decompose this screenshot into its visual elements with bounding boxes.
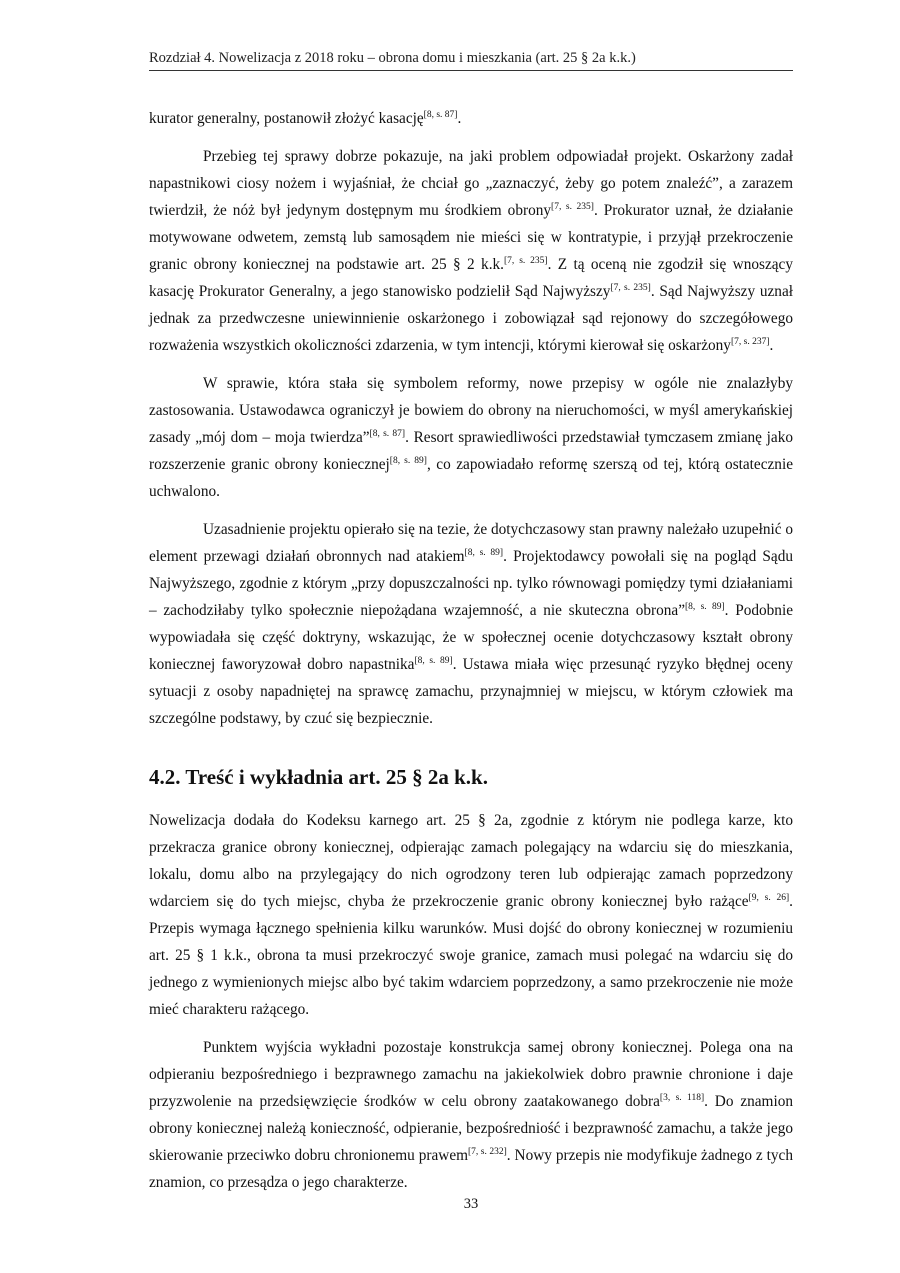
paragraphs-before-section xyxy=(149,105,793,732)
paragraph-text: . Resort sprawiedliwości przedstawiał tymczasem zmianę jako rozszerzenie granic obrony koniecznej xyxy=(149,429,793,473)
paragraph-text: . Sąd Najwyższy uznał jednak za przedwczesne uniewinnienie oskarżonego i zobowiązał sąd rejonowy do szczegółowego rozważenia wszystkich okoliczności zdarzenia, w tym intencji, którymi kierował się oskarżony xyxy=(149,283,793,354)
paragraph-text: . Projektodawcy powołali się na pogląd Sądu Najwyższego, zgodnie z którym „przy dopuszczalności np. tylko równowagi pomiędzy tymi działaniami – zachodziłaby tylko społecznie niepożądana wzajemność, a nie skuteczna obrona” xyxy=(149,548,794,619)
page-number: 33 xyxy=(463,1196,479,1212)
citation-reference: [8, s. 89] xyxy=(414,656,453,666)
citation-reference: [7, s. 235] xyxy=(504,256,548,266)
citation-reference: [8, s. 89] xyxy=(464,548,504,558)
paragraph-text: . Z tą oceną nie zgodził się wnoszący kasację Prokurator Generalny, a jego stanowisko podzielił Sąd Najwyższy xyxy=(149,256,793,300)
paragraph xyxy=(149,105,793,132)
paragraph xyxy=(149,516,793,732)
citation-reference: [3, s. 118] xyxy=(659,1093,705,1103)
paragraph-text: Nowelizacja dodała do Kodeksu karnego art. 25 § 2a, zgodnie z którym nie podlega karze, kto przekracza granice obrony koniecznej, odpierając zamach polegający na wdarciu się do mieszkania, lokalu, domu albo na przylegający do nich ogrodzony teren lub odpierając zamach poprzedzony wdarciem się do tych miejsc, chyba że przekroczenie granic obrony koniecznej było rażące xyxy=(149,812,793,910)
paragraph-text: . xyxy=(769,337,774,354)
paragraph-text: . Prokurator uznał, że działanie motywowane odwetem, zemstą lub samosądem nie mieści się w kontratypie, i przyjął przekroczenie granic obrony koniecznej na podstawie art. 25 § 2 k.k. xyxy=(149,202,794,273)
citation-reference: [8, s. 89] xyxy=(685,602,725,612)
paragraph-text: . Do znamion obrony koniecznej należą konieczność, odpieranie, bezpośredniość i bezprawność zamachu, a także jego skierowanie przeciwko dobru chronionemu prawem xyxy=(149,1093,794,1164)
paragraph-text: , co zapowiadało reformę szerszą od tej, którą ostatecznie uchwalono. xyxy=(149,456,793,500)
paragraph-text: . Ustawa miała więc przesunąć ryzyko błędnej oceny sytuacji z osoby napadniętej na sprawcę zamachu, przynajmniej w miejscu, w którym człowiek ma szczególne podstawy, by czuć się bezpiecznie. xyxy=(149,656,793,727)
paragraph xyxy=(149,807,793,1023)
citation-reference: [7, s. 232] xyxy=(468,1147,507,1157)
section-heading: 4.2. Treść i wykładnia art. 25 § 2a k.k. xyxy=(149,765,488,789)
citation-reference: [8, s. 87] xyxy=(423,110,458,120)
paragraph-text: Uzasadnienie projektu opierało się na tezie, że dotychczasowy stan prawny należało uzupełnić o element przewagi działań obronnych nad atakiem xyxy=(149,521,793,565)
paragraph xyxy=(149,1034,793,1196)
paragraph-text: W sprawie, która stała się symbolem reformy, nowe przepisy w ogóle nie znalazłyby zastosowania. Ustawodawca ograniczył je bowiem do obrony na nieruchomości, w myśl amerykańskiej zasady „mój dom – moja twierdza” xyxy=(149,375,793,446)
running-header: Rozdział 4. Nowelizacja z 2018 roku – obrona domu i mieszkania (art. 25 § 2a k.k.) xyxy=(149,50,793,71)
paragraph-text: . xyxy=(457,110,462,127)
paragraph xyxy=(149,143,793,359)
citation-reference: [8, s. 87] xyxy=(369,429,406,439)
paragraph xyxy=(149,370,793,505)
paragraph-text: Przebieg tej sprawy dobrze pokazuje, na jaki problem odpowiadał projekt. Oskarżony zadał napastnikowi ciosy nożem i wyjaśniał, że chciał go „zaznaczyć, żeby go potem znaleźć”, a zarazem twierdził, że nóż był jedynym dostępnym mu środkiem obrony xyxy=(149,148,793,219)
citation-reference: [7, s. 235] xyxy=(551,202,594,212)
section-paragraphs xyxy=(149,807,793,1196)
paragraph-text: . Podobnie wypowiadała się część doktryny, wskazując, że w społecznej ocenie dotychczasowy kształt obrony koniecznej faworyzował dobro napastnika xyxy=(149,602,793,673)
paragraph-text: Punktem wyjścia wykładni pozostaje konstrukcja samej obrony koniecznej. Polega ona na odpieraniu bezpośredniego i bezprawnego zamachu na jakiekolwiek dobro prawnie chronione i daje przyzwolenie na przedsięwzięcie środków w celu obrony zaatakowanego dobra xyxy=(149,1039,793,1110)
paragraph-text: . Nowy przepis nie modyfikuje żadnego z tych znamion, co przesądza o jego charakterze. xyxy=(149,1147,793,1191)
citation-reference: [7, s. 237] xyxy=(730,337,770,347)
paragraph-text: . Przepis wymaga łącznego spełnienia kilku warunków. Musi dojść do obrony koniecznej w rozumieniu art. 25 § 1 k.k., obrona ta musi przekroczyć swoje granice, zamach musi polegać na wdarciu się do jednego z wymienionych miejsc albo być takim wdarciem poprzedzony, a samo przekroczenie nie może mieć charakteru rażącego. xyxy=(149,893,793,1018)
citation-reference: [9, s. 26] xyxy=(748,893,790,903)
citation-reference: [7, s. 235] xyxy=(610,283,651,293)
page-body xyxy=(149,105,793,1207)
paragraph-text: kurator generalny, postanowił złożyć kasację xyxy=(149,110,424,127)
citation-reference: [8, s. 89] xyxy=(389,456,427,466)
